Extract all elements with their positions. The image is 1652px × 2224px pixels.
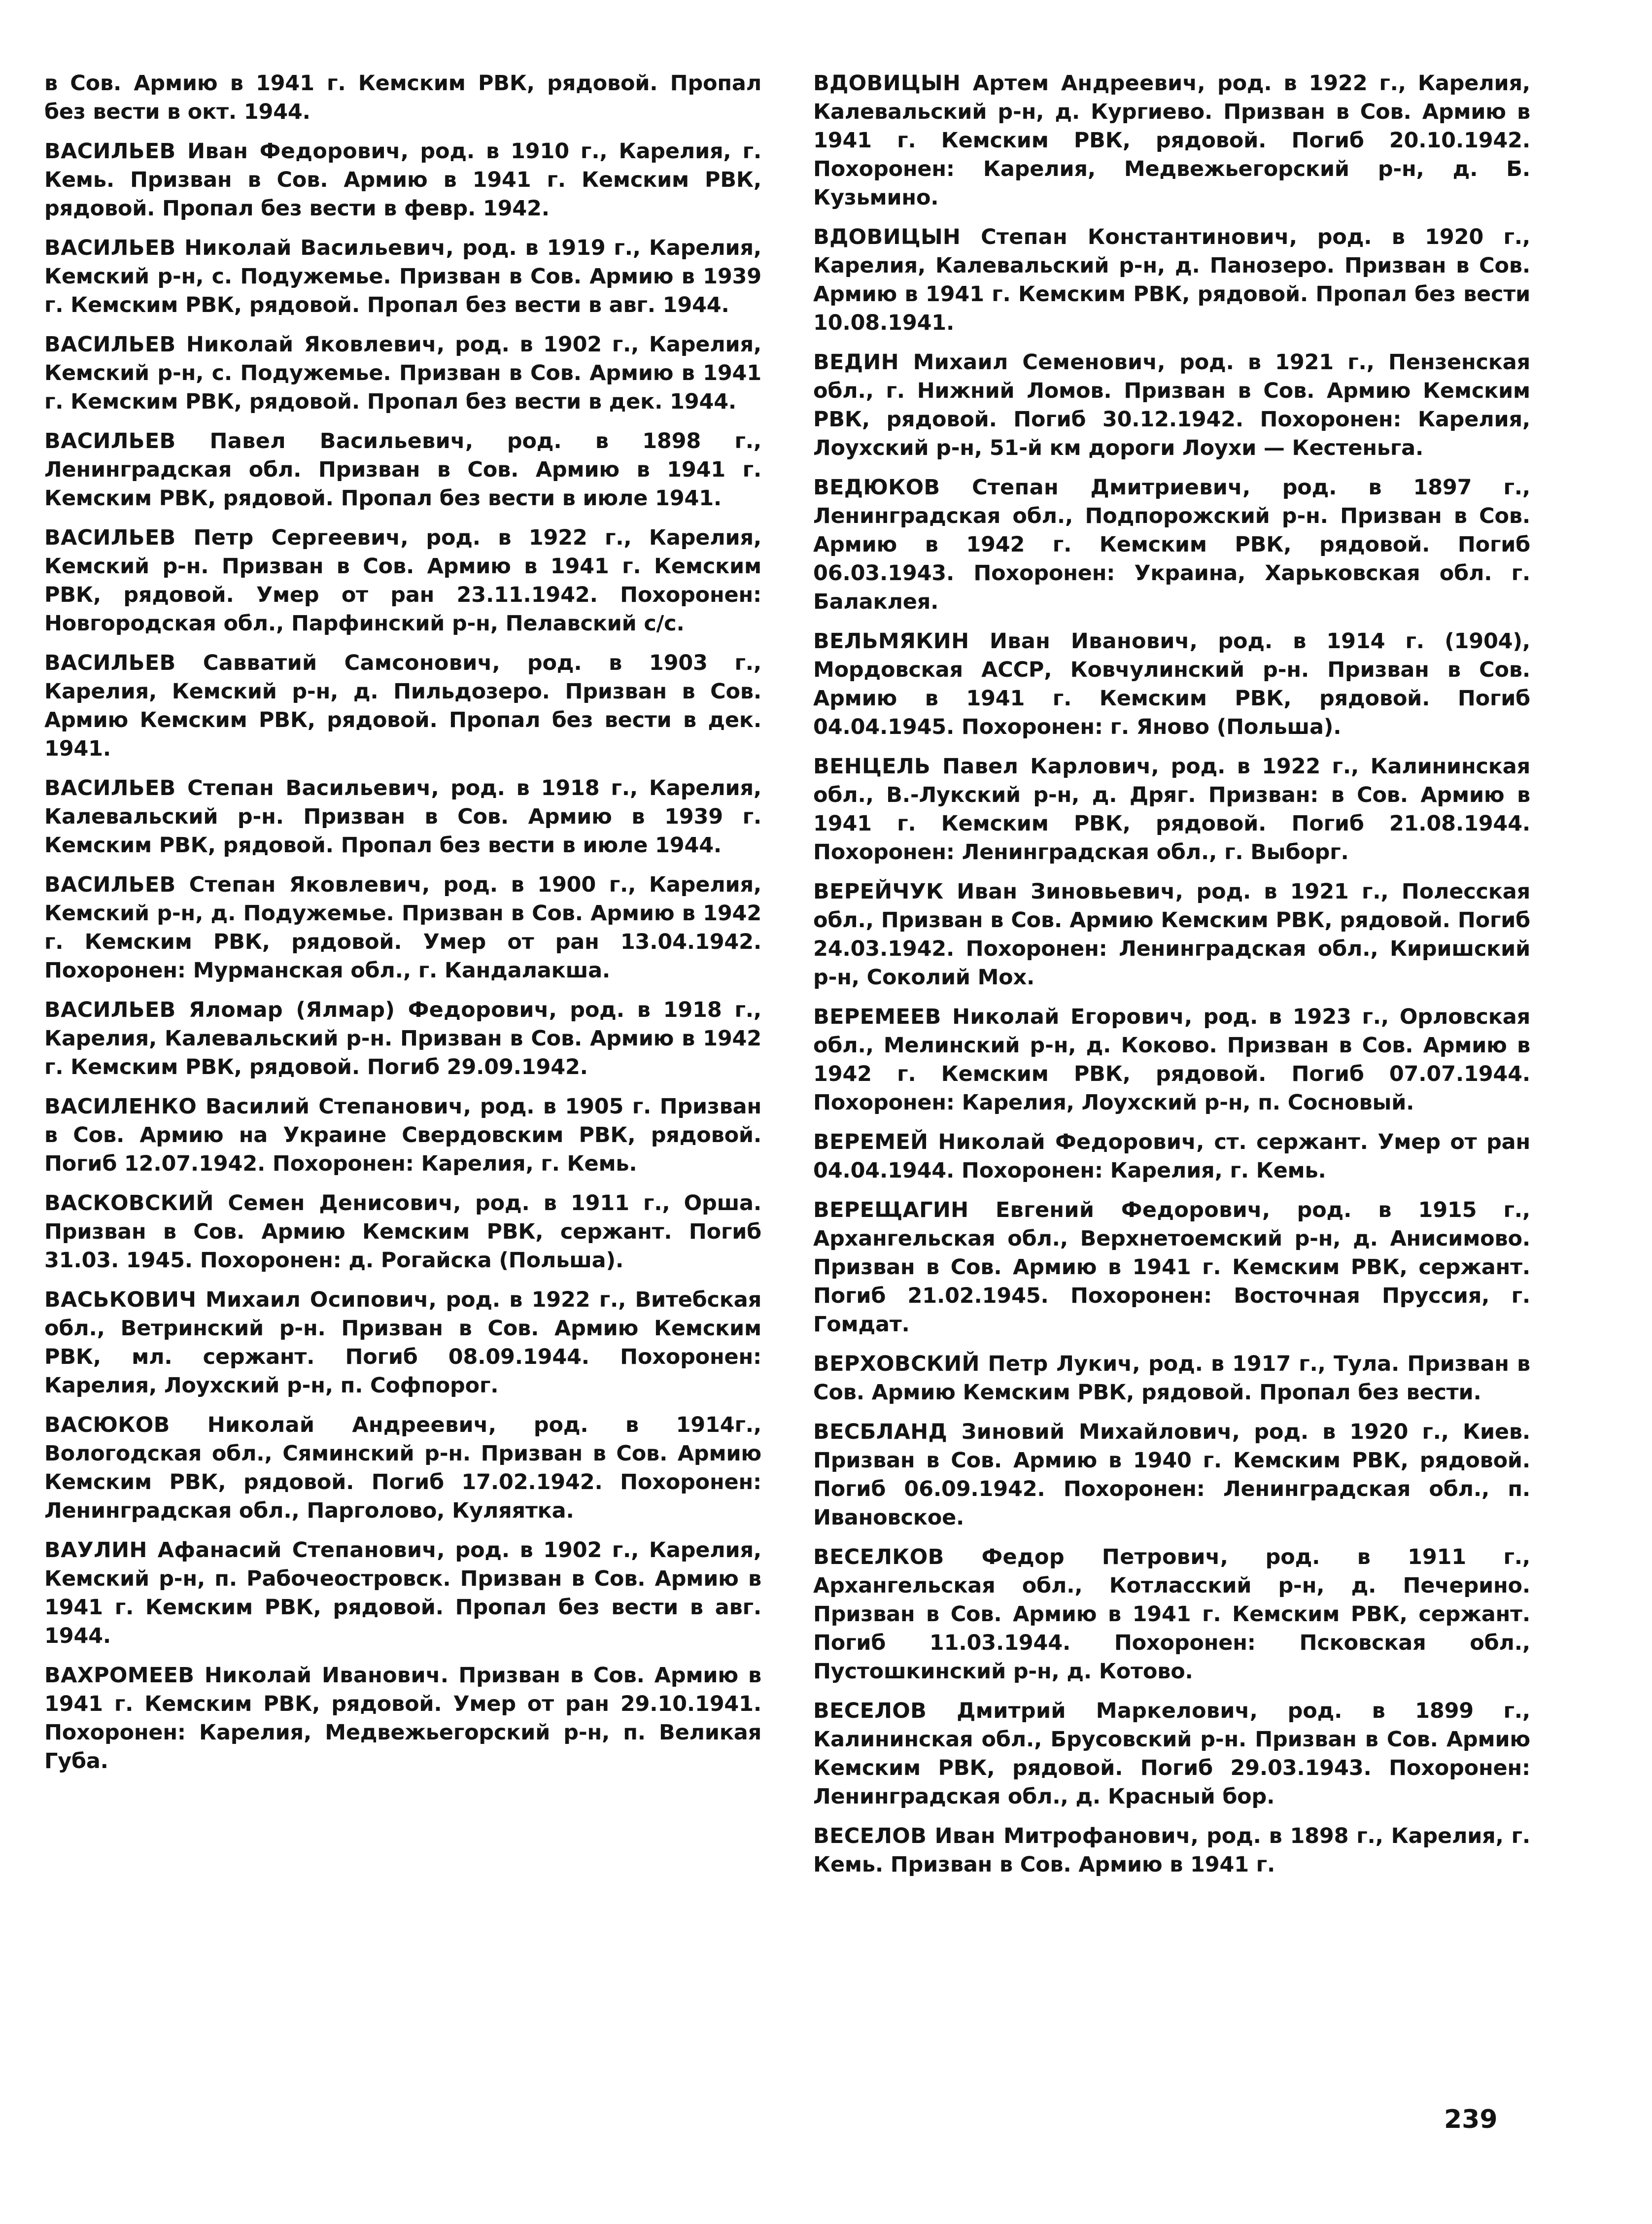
entry-text: род. в 1915 г., Архангельская обл., Верхнетоемский р-н, д. Анисимово. Призван в Сов. Армию в 1941 г. Кемским РВК, сержант. Погиб 21.02.1945. Похоронен: Восточная Пруссия, г. Гомдат. [813,1198,1531,1337]
entry [813,1822,1530,1879]
entry [44,996,761,1081]
entry [813,1697,1530,1811]
left-column [44,69,761,1786]
entry [813,1128,1530,1185]
entry [44,649,761,763]
entry [813,348,1530,462]
entry [44,137,761,223]
entry-name: ВЕРЕМЕЙ Николай Федорович, [813,1130,1205,1154]
entry-name: ВАСИЛЕНКО Василий Степанович, [44,1094,472,1119]
entry-text: род. в 1918 г., Карелия, Калевальский р-н. Призван в Сов. Армию в 1939 г. Кемским РВК, рядовой. Пропал без вести в июле 1944. [44,776,762,858]
entry-text: род. в 1905 г. Призван в Сов. Армию на Украине Свердовским РВК, рядовой. Погиб 12.07.1942. Похоронен: Карелия, г. Кемь. [44,1094,761,1176]
entry [44,1411,761,1525]
entry [813,1418,1530,1532]
entry-name: ВЕЛЬМЯКИН Иван Иванович, [813,629,1198,654]
entry-text: род. в 1921 г., Пензенская обл., г. Нижний Ломов. Призван в Сов. Армию Кемским РВК, рядовой. Погиб 30.12.1942. Похоронен: Карелия, Лоухский р-н, 51-й км дороги Лоухи — Кестеньга. [813,350,1530,460]
entry [44,870,761,985]
entry-text: род. в 1920 г., Киев. Призван в Сов. Армию в 1940 г. Кемским РВК, рядовой. Погиб 06.09.1942. Похоронен: Ленинградская обл., п. Ивановское. [813,1420,1530,1530]
entry-text: Призван в Сов. Армию в 1941 г. Кемским РВК, рядовой. Умер от ран 29.10.1941. Похоронен: Карелия, Медвежьегорский р-н, п. Великая Губа. [44,1663,761,1773]
entry-name: ВЕРЕМЕЕВ Николай Егорович, [813,1005,1193,1029]
entry-name: ВАСЮКОВ Николай Андреевич, [44,1413,497,1437]
entry-name: ВАСИЛЬЕВ Яломар (Ялмар) Федорович, [44,998,557,1022]
entry-name: ВАСИЛЬЕВ Степан Васильевич, [44,776,440,800]
entry-name: ВЕРЕЙЧУК Иван Зиновьевич, [813,879,1184,904]
entry-name: ВАСИЛЬЕВ Николай Яковлевич, [44,332,445,357]
entry [44,774,761,860]
entry [44,523,761,638]
entry-name: ВАСКОВСКИЙ Семен Денисович, [44,1191,461,1216]
entry-name: ВЕСЕЛКОВ Федор Петрович, [813,1545,1229,1569]
entry-text: род. в 1898 г., Карелия, г. Кемь. Призван в Сов. Армию в 1941 г. [813,1824,1530,1877]
entry [44,1286,761,1400]
entry [813,877,1530,992]
entry-name: ВАУЛИН Афанасий Степанович, [44,1538,445,1563]
entry-name: ВАСИЛЬЕВ Иван Федорович, [44,139,409,164]
entry [813,752,1530,867]
entry [813,69,1530,212]
entry-name: ВЕСБЛАНД Зиновий Михайлович, [813,1420,1240,1444]
entry-text: род. в 1897 г., Ленинградская обл., Подпорожский р-н. Призван в Сов. Армию в 1942 г. Кемским РВК, рядовой. Погиб 06.03.1943. Похоронен: Украина, Харьковская обл. г. Балаклея. [813,475,1530,614]
entry [813,1543,1530,1686]
entry-text: род. в 1922 г., Витебская обл., Ветринский р-н. Призван в Сов. Армию Кемским РВК, мл. сержант. Погиб 08.09.1944. Похоронен: Карелия, Лоухский р-н, п. Софпорог. [44,1287,761,1398]
entry-text: ст. сержант. Умер от ран 04.04.1944. Похоронен: Карелия, г. Кемь. [813,1130,1530,1183]
entry-text: род. в 1898 г., Ленинградская обл. Призван в Сов. Армию в 1941 г. Кемским РВК, рядовой. Пропал без вести в июле 1941. [44,429,761,511]
entry-text: род. в 1922 г., Карелия, Калевальский р-н, д. Кургиево. Призван в Сов. Армию в 1941 г. Кемским РВК, рядовой. Погиб 20.10.1942. Похоронен: Карелия, Медвежьегорский р-н, д. Б. Кузьмино. [813,71,1530,210]
entry-text: род. в 1914г., Вологодская обл., Сяминский р-н. Призван в Сов. Армию Кемским РВК, рядовой. Погиб 17.02.1942. Похоронен: Ленинградская обл., Парголово, Куляятка. [44,1413,761,1523]
entry [813,473,1530,616]
entry [44,234,761,319]
entry-text: род. в 1920 г., Карелия, Калевальский р-н, д. Панозеро. Призван в Сов. Армию в 1941 г. Кемским РВК, рядовой. Пропал без вести 10.08.1941. [813,225,1530,335]
entry [813,627,1530,741]
entry-name: ВЕРХОВСКИЙ Петр Лукич, [813,1352,1140,1376]
entry-text: род. в 1900 г., Карелия, Кемский р-н, д. Подужемье. Призван в Сов. Армию в 1942 г. Кемским РВК, рядовой. Умер от ран 13.04.1942. Похоронен: Мурманская обл., г. Кандалакша. [44,872,761,983]
entry-text: род. в 1902 г., Карелия, Кемский р-н, с. Подужемье. Призван в Сов. Армию в 1941 г. Кемским РВК, рядовой. Пропал без вести в дек. 1944. [44,332,762,414]
entry-name: ВДОВИЦЫН Степан Константинович, [813,225,1298,249]
entry [813,1350,1530,1407]
entry-text: род. в 1917 г., Тула. Призван в Сов. Армию Кемским РВК, рядовой. Пропал без вести. [813,1352,1530,1405]
entry [44,330,761,416]
entry-text: род. в 1923 г., Орловская обл., Мелинский р-н, д. Коково. Призван в Сов. Армию в 1942 г. Кемским РВК, рядовой. Погиб 07.07.1944. Похоронен: Карелия, Лоухский р-н, п. Сосновый. [813,1005,1530,1115]
entry-text: род. в 1911 г., Орша. Призван в Сов. Армию Кемским РВК, сержант. Погиб 31.03. 1945. Похоронен: д. Рогайска (Польша). [44,1191,762,1273]
entry-name: ВЕДИН Михаил Семенович, [813,350,1166,375]
entry [813,1196,1530,1339]
entry-text: род. в 1911 г., Архангельская обл., Котласский р-н, д. Печерино. Призван в Сов. Армию в 1941 г. Кемским РВК, сержант. Погиб 11.03.1944. Похоронен: Псковская обл., Пустошкинский р-н, д. Котово. [813,1545,1531,1684]
entry [44,1189,761,1275]
entry-text: род. в 1902 г., Карелия, Кемский р-н, п. Рабочеостровск. Призван в Сов. Армию в 1941 г. Кемским РВК, рядовой. Пропал без вести в авг. 1944. [44,1538,762,1648]
entry-name: ВДОВИЦЫН Артем Андреевич, [813,71,1205,96]
entry-text: род. в 1918 г., Карелия, Калевальский р-н. Призван в Сов. Армию в 1942 г. Кемским РВК, рядовой. Погиб 29.09.1942. [44,998,761,1079]
page-number: 239 [1444,2105,1498,2134]
entry-text: род. в 1919 г., Карелия, Кемский р-н, с. Подужемье. Призван в Сов. Армию в 1939 г. Кемским РВК, рядовой. Пропал без вести в авг. 1944. [44,236,762,317]
entry-text: род. в 1914 г. (1904), Мордовская АССР, Ковчулинский р-н. Призван в Сов. Армию в 1941 г. Кемским РВК, рядовой. Погиб 04.04.1945. Похоронен: г. Яново (Польша). [813,629,1530,739]
entry [813,223,1530,337]
entry-name: ВЕНЦЕЛЬ Павел Карлович, [813,754,1160,779]
entry-text: род. в 1903 г., Карелия, Кемский р-н, д. Пильдозеро. Призван в Сов. Армию Кемским РВК, рядовой. Пропал без вести в дек. 1941. [44,651,761,761]
entry-text: род. в 1922 г., Калининская обл., В.-Лукский р-н, д. Дряг. Призван: в Сов. Армию в 1941 г. Кемским РВК, рядовой. Погиб 21.08.1944. Похоронен: Ленинградская обл., г. Выборг. [813,754,1530,865]
entry [813,1003,1530,1117]
right-column [813,69,1530,1890]
entry-name: ВЕДЮКОВ Степан Дмитриевич, [813,475,1251,500]
entry-name: ВАСИЛЬЕВ Степан Яковлевич, [44,872,430,897]
entry [44,1661,761,1775]
entry-name: ВАСИЛЬЕВ Николай Васильевич, [44,236,454,260]
entry-name: ВАСЬКОВИЧ Михаил Осипович, [44,1287,437,1312]
entry-name: ВАХРОМЕЕВ Николай Иванович. [44,1663,449,1688]
entry [44,1092,761,1178]
entry-name: ВЕСЕЛОВ Иван Митрофанович, [813,1824,1199,1848]
entry [44,427,761,513]
entry [44,1536,761,1650]
entry-name: ВАСИЛЬЕВ Петр Сергеевич, [44,525,409,550]
entry-text: род. в 1922 г., Карелия, Кемский р-н. Призван в Сов. Армию в 1941 г. Кемским РВК, рядовой. Умер от ран 23.11.1942. Похоронен: Новгородская обл., Парфинский р-н, Пелавский с/с. [44,525,761,636]
entry-text: род. в 1910 г., Карелия, г. Кемь. Призван в Сов. Армию в 1941 г. Кемским РВК, рядовой. Пропал без вести в февр. 1942. [44,139,761,221]
entry-name: ВАСИЛЬЕВ Савватий Самсонович, [44,651,501,675]
entry-name: ВЕРЕЩАГИН Евгений Федорович, [813,1198,1271,1222]
entry [44,69,761,126]
entry-text: род. в 1921 г., Полесская обл., Призван в Сов. Армию Кемским РВК, рядовой. Погиб 24.03.1942. Похоронен: Ленинградская обл., Киришский р-н, Соколий Мох. [813,879,1530,990]
entry-name: ВАСИЛЬЕВ Павел Васильевич, [44,429,474,453]
entry-name: ВЕСЕЛОВ Дмитрий Маркелович, [813,1699,1258,1723]
entry-text: род. в 1899 г., Калининская обл., Брусовский р-н. Призван в Сов. Армию Кемским РВК, рядовой. Погиб 29.03.1943. Похоронен: Ленинградская обл., д. Красный бор. [813,1699,1530,1809]
entry-text: в Сов. Армию в 1941 г. Кемским РВК, рядовой. Пропал без вести в окт. 1944. [44,71,761,124]
